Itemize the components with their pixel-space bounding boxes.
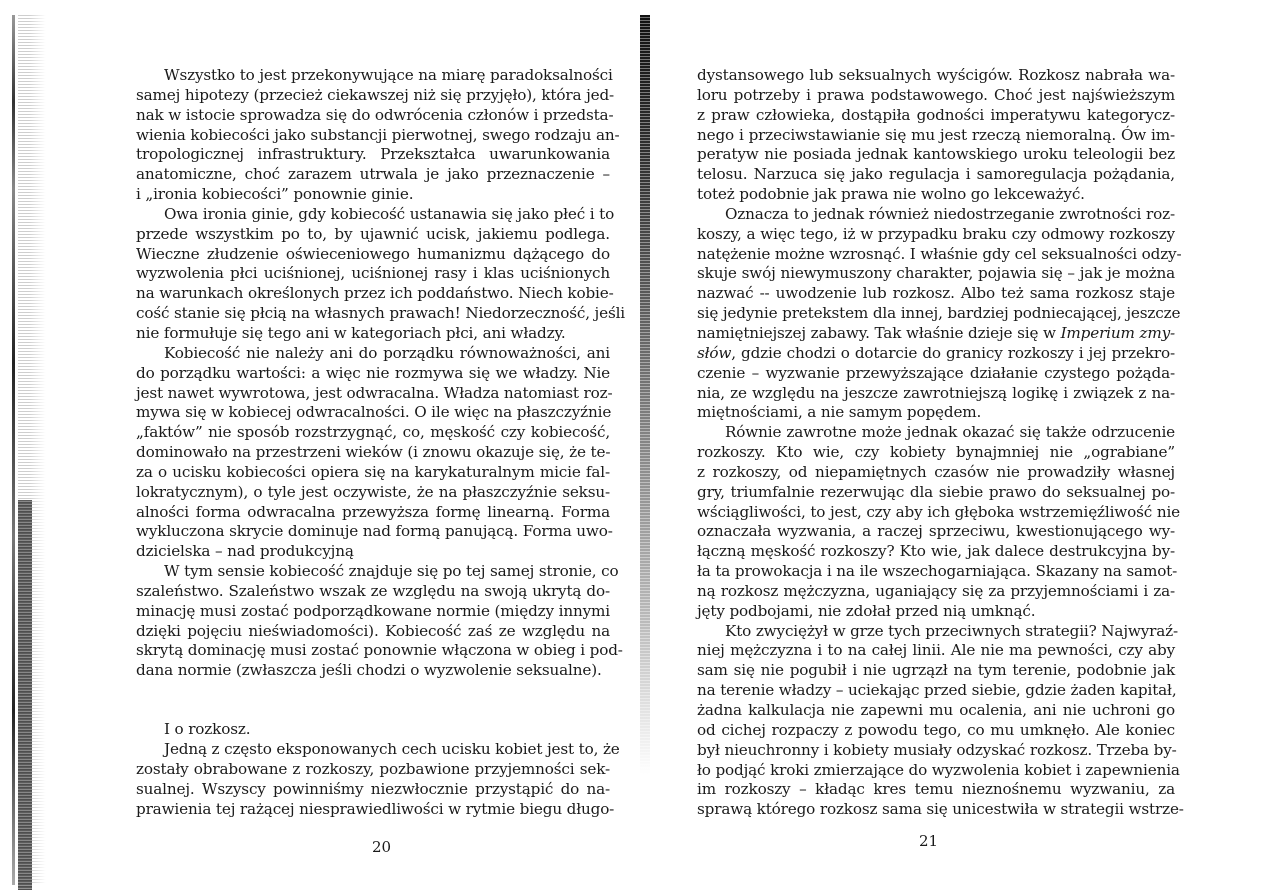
- text-line: skrytą dominację musi zostać ponownie włączona w obieg i pod-: [136, 641, 623, 660]
- section-heading: I o rozkosz.: [164, 720, 251, 739]
- page-number-left: 20: [372, 838, 392, 856]
- text-line: szaleństwo. Szaleństwo wszak ze względu na swoją ukrytą do-: [136, 581, 610, 600]
- text-line: lokratycznym), o tyle jest oczywiste, że na płaszczyźnie seksu-: [136, 482, 610, 501]
- scan-shadow-left: [18, 500, 32, 890]
- text-line: koszy, a więc tego, iż w przypadku braku czy odmowy rozkoszy: [697, 224, 1175, 243]
- text-line: na terenie władzy – uciekając przed siebie, gdzie żaden kapitał,: [697, 681, 1177, 700]
- text-line: Kobiecość nie należy ani do porządku równoważności, ani: [164, 343, 610, 362]
- section-break: [136, 681, 610, 720]
- text-segment: , gdzie chodzi o dotarcie do granicy rozkoszy i jej przekro-: [731, 343, 1175, 362]
- text-line: nak w istocie sprowadza się do odwrócenia członów i przedsta-: [136, 105, 614, 124]
- text-line: Wszystko to jest przekonywujące na miarę paradoksalności: [164, 66, 613, 84]
- text-line: od cichej rozpaczy z powodu tego, co mu umknęło. Ale koniec: [697, 720, 1175, 739]
- text-line: nego i przeciwstawianie się mu jest rzeczą niemoralną. Ów im-: [697, 125, 1175, 144]
- text-segment: namiętniejszej zabawy. Tak właśnie dzieje się w: [697, 323, 1061, 342]
- text-line: ło podjąć kroki zmierzające do wyzwolenia kobiet i zapewnienia: [697, 760, 1180, 779]
- text-line: Kto zwyciężył w grze tych przeciwnych strategii? Najwyraź-: [725, 621, 1179, 640]
- text-line: na warunkach określonych przez ich poddaństwo. Niech kobie-: [136, 284, 614, 303]
- text-line: tropologicznej infrastruktury. Przekształca uwarunkowania: [136, 145, 610, 164]
- text-line: nia, ze względu na jeszcze zawrotniejszą logikę i związek z na-: [697, 383, 1175, 402]
- text-line: sprawą którego rozkosz sama się unicestwiła w strategii wstrze-: [697, 800, 1184, 819]
- right-page: [697, 66, 1184, 820]
- text-line: Owa ironia ginie, gdy kobiecość ustanawia się jako płeć i to: [164, 204, 615, 223]
- text-line: czenie – wyzwanie przewyższające działanie czystego pożąda-: [697, 363, 1175, 382]
- book-title-italic: słów: [697, 343, 732, 362]
- text-line: „faktów” nie sposób rozstrzygnąć, co, męskość czy kobiecość,: [136, 423, 610, 442]
- text-line: W tym sensie kobiecość znajduje się po tej samej stronie, co: [164, 562, 619, 581]
- text-line: miętnościami, a nie samym popędem.: [697, 403, 982, 422]
- text-line: się jedynie pretekstem dla innej, bardziej podniecającej, jeszcze: [697, 304, 1181, 323]
- scan-edge-left: [12, 15, 15, 885]
- text-line: telosu. Narzuca się jako regulacja i samoregulacja pożądania,: [697, 165, 1175, 184]
- text-line: dana normie (zwłaszcza jeśli chodzi o wyzwolenie seksualne).: [136, 661, 602, 680]
- text-line: samej hipotezy (przecież ciekawszej niż się przyjęło), która jed-: [136, 85, 615, 104]
- text-line: cość stanie się płcią na własnych prawach! Niedorzeczność, jeśli: [136, 304, 626, 323]
- text-line: gry, triumfalnie rezerwując dla siebie prawo do seksualnej po-: [697, 482, 1175, 501]
- text-line: Wieczne złudzenie oświeceniowego humanizmu dążącego do: [136, 244, 610, 263]
- text-line: anatomiczne, choć zarazem utrwala je jako przeznaczenie –: [136, 165, 610, 184]
- text-line: ła ta prowokacja i na ile wszechogarniająca. Skazany na samot-: [697, 562, 1178, 581]
- text-line: nazwać -- uwodzenie lub rozkosz. Albo też sama rozkosz staje: [697, 284, 1175, 303]
- text-line: do porządku wartości: a więc nie rozmywa się we władzy. Nie: [136, 363, 610, 382]
- text-line: jest nawet wywrotowa, jest odwracalna. Władza natomiast roz-: [136, 383, 613, 402]
- book-gutter: [640, 15, 650, 775]
- text-line: wienia kobiecości jako substancji pierwotnej, swego rodzaju an-: [136, 125, 620, 144]
- text-line: dzięki pojęciu nieświadomości). Kobiecość zaś ze względu na: [136, 621, 610, 640]
- text-line: prawienia tej rażącej niesprawiedliwości w rytmie biegu długo-: [136, 799, 615, 818]
- text-line: im rozkoszy – kładąc kres temu nieznośnemu wyzwaniu, za: [697, 780, 1175, 799]
- text-line: Jedną z często eksponowanych cech ucisku kobiet jest to, że: [164, 740, 620, 758]
- text-line: przede wszystkim po to, by ujawnić ucisk, jakiemu podlega.: [136, 224, 610, 243]
- text-line: Oznacza to jednak również niedostrzeganie zwrotności roz-: [725, 204, 1175, 223]
- text-line: Równie zawrotne może jednak okazać się także odrzucenie: [725, 423, 1175, 442]
- text-line: sam się nie pogubił i nie ugrzązł na tym terenie, podobnie jak: [697, 661, 1175, 680]
- text-line: skuje swój niewymuszony charakter, pojawia się – jak je można: [697, 264, 1175, 283]
- text-line: sualnej. Wszyscy powinniśmy niezwłocznie przystąpić do na-: [136, 779, 610, 798]
- text-line: za o ucisku kobiecości opiera się na karykaturalnym micie fal-: [136, 462, 610, 481]
- text-line: loru potrzeby i prawa podstawowego. Choć jest najświeższym: [697, 85, 1175, 104]
- text-line: łączną męskość rozkoszy? Kto wie, jak dalece destrukcyjna by-: [697, 542, 1175, 561]
- text-line: toteż podobnie jak prawa nie wolno go lekceważyć.: [697, 185, 1085, 204]
- text-line: dystansowego lub seksualnych wyścigów. Rozkosz nabrała wa-: [697, 66, 1175, 84]
- book-title-italic: Imperium zmy-: [1060, 323, 1175, 342]
- text-line: minację musi zostać podporządkowane normie (między innymi: [136, 601, 610, 620]
- text-line: ną rozkosz mężczyzna, uganiający się za przyjemnościami i za-: [697, 581, 1175, 600]
- text-line: natężenie możne wzrosnąć. I właśnie gdy cel seksualności odzy-: [697, 244, 1182, 263]
- text-line: alności forma odwracalna przewyższa formę linearną. Forma: [136, 502, 610, 521]
- text-line: oznaczała wyzwania, a raczej sprzeciwu, kwestionującego wy-: [697, 522, 1175, 541]
- text-line: dominowało na przestrzeni wieków (i znowu okazuje się, że te-: [136, 443, 611, 462]
- text-line: mywa się w kobiecej odwracalności. O ile więc na płaszczyźnie: [136, 403, 612, 422]
- text-line: był nieuchronny i kobiety musiały odzyskać rozkosz. Trzeba by-: [697, 740, 1177, 759]
- text-line: wyzwolenia płci uciśnionej, uciśnionej rasy i klas uciśnionych: [136, 264, 610, 283]
- text-line: i „ironia kobiecości” ponownie ginie.: [136, 185, 414, 204]
- text-line: niej mężczyzna i to na całej linii. Ale nie ma pewności, czy aby: [697, 641, 1175, 660]
- text-line: nie formułuje się tego ani w kategoriach płci, ani władzy.: [136, 323, 566, 342]
- text-line: z praw człowieka, dostąpiła godności imperatywu kategorycz-: [697, 105, 1175, 124]
- text-line: jęty podbojami, nie zdołał przed nią umknąć.: [697, 601, 1036, 620]
- text-line: żadna kalkulacja nie zapewni mu ocalenia, ani nie uchroni go: [697, 701, 1175, 719]
- text-line: dzicielska – nad produkcyjną: [136, 542, 354, 561]
- text-line: wściągliwości, to jest, czy aby ich głęboka wstrzemięźliwość nie: [697, 502, 1180, 521]
- page-number-right: 21: [919, 832, 939, 850]
- text-line: [697, 324, 1175, 344]
- text-line: [697, 344, 1175, 364]
- text-line: wykluczona skrycie dominuje nad formą panującą. Forma uwo-: [136, 522, 613, 541]
- left-page: [136, 66, 626, 819]
- text-line: peratyw nie posiada jednak kantowskiego uroku teleologii bez: [697, 145, 1175, 164]
- text-line: z rozkoszy, od niepamiętnych czasów nie prowadziły własnej: [697, 462, 1175, 481]
- text-line: rozkoszy. Kto wie, czy kobiety bynajmniej nie „ograbiane”: [697, 443, 1175, 462]
- text-line: zostały obrabowane z rozkoszy, pozbawione przyjemności sek-: [136, 759, 610, 778]
